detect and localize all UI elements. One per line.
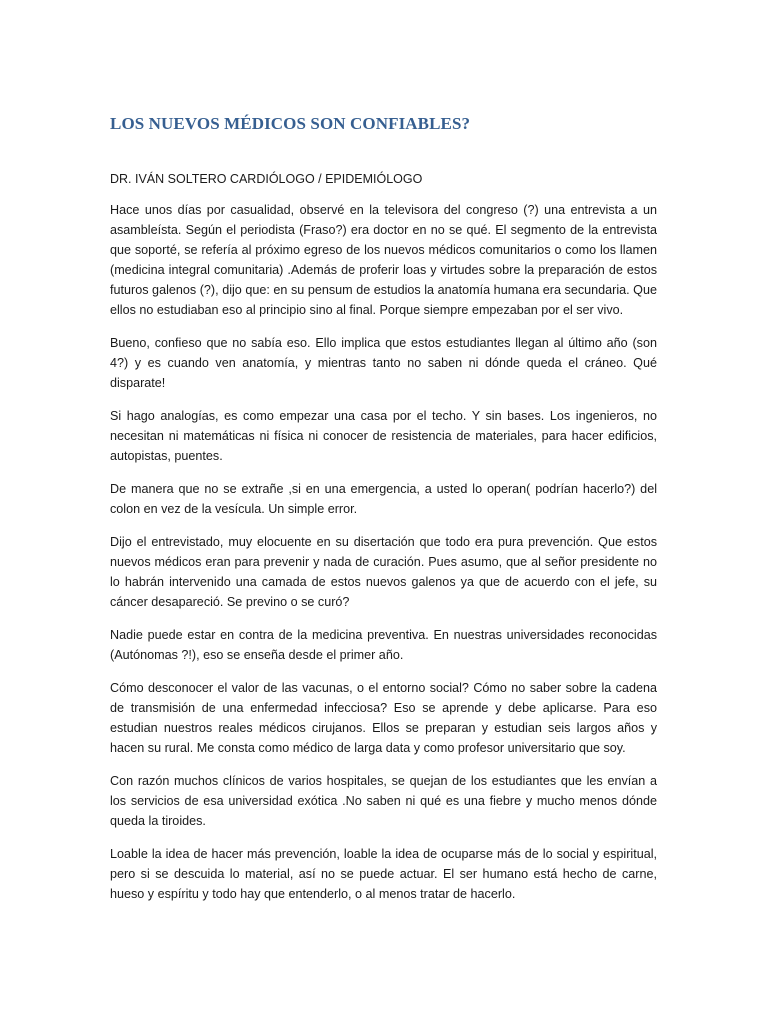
paragraph-4: De manera que no se extrañe ,si en una emergencia, a usted lo operan( podrían hacerlo?) del colon en vez de la vesícula. Un simple error. <box>110 482 657 516</box>
document-body <box>110 114 657 917</box>
document-title: LOS NUEVOS MÉDICOS SON CONFIABLES? <box>110 114 471 133</box>
paragraph-8: Con razón muchos clínicos de varios hospitales, se quejan de los estudiantes que les envían a los servicios de esa universidad exótica .No saben ni qué es una fiebre y mucho menos dónde queda la tiroides. <box>110 774 657 828</box>
paragraph-2: Bueno, confieso que no sabía eso. Ello implica que estos estudiantes llegan al último año (son 4?) y es cuando ven anatomía, y mientras tanto no saben ni dónde queda el cráneo. Qué disparate! <box>110 336 657 390</box>
author-line: DR. IVÁN SOLTERO CARDIÓLOGO / EPIDEMIÓLOGO <box>110 172 423 186</box>
paragraph-7: Cómo desconocer el valor de las vacunas, o el entorno social? Cómo no saber sobre la cadena de transmisión de una enfermedad infecciosa? Eso se aprende y debe aplicarse. Para eso estudian nuestros reales médicos cirujanos. Ellos se preparan y estudian seis largos años y hacen su rural. Me consta como médico de larga data y como profesor universitario que soy. <box>110 681 657 755</box>
paragraph-6: Nadie puede estar en contra de la medicina preventiva. En nuestras universidades reconocidas (Autónomas ?!), eso se enseña desde el primer año. <box>110 628 657 662</box>
paragraph-3: Si hago analogías, es como empezar una casa por el techo. Y sin bases. Los ingenieros, no necesitan ni matemáticas ni física ni conocer de resistencia de materiales, para hacer edificios, autopistas, puentes. <box>110 409 657 463</box>
paragraph-5: Dijo el entrevistado, muy elocuente en su disertación que todo era pura prevención. Que estos nuevos médicos eran para prevenir y nada de curación. Pues asumo, que al señor presidente no lo habrán intervenido una camada de estos nuevos galenos ya que de acuerdo con el jefe, su cáncer desapareció. Se previno o se curó? <box>110 535 657 609</box>
paragraph-1: Hace unos días por casualidad, observé en la televisora del congreso (?) una entrevista a un asambleísta. Según el periodista (Fraso?) era doctor en no se qué. El segmento de la entrevista que soporté, se refería al próximo egreso de los nuevos médicos comunitarios o como los llamen (medicina integral comunitaria) .Además de proferir loas y virtudes sobre la preparación de estos futuros galenos (?), dijo que: en su pensum de estudios la anatomía humana era secundaria. Que ellos no estudiaban eso al principio sino al final. Porque siempre empezaban por el ser vivo. <box>110 203 657 317</box>
paragraph-9: Loable la idea de hacer más prevención, loable la idea de ocuparse más de lo social y espiritual, pero si se descuida lo material, así no se puede actuar. El ser humano está hecho de carne, hueso y espíritu y todo hay que entenderlo, o al menos tratar de hacerlo. <box>110 847 657 901</box>
